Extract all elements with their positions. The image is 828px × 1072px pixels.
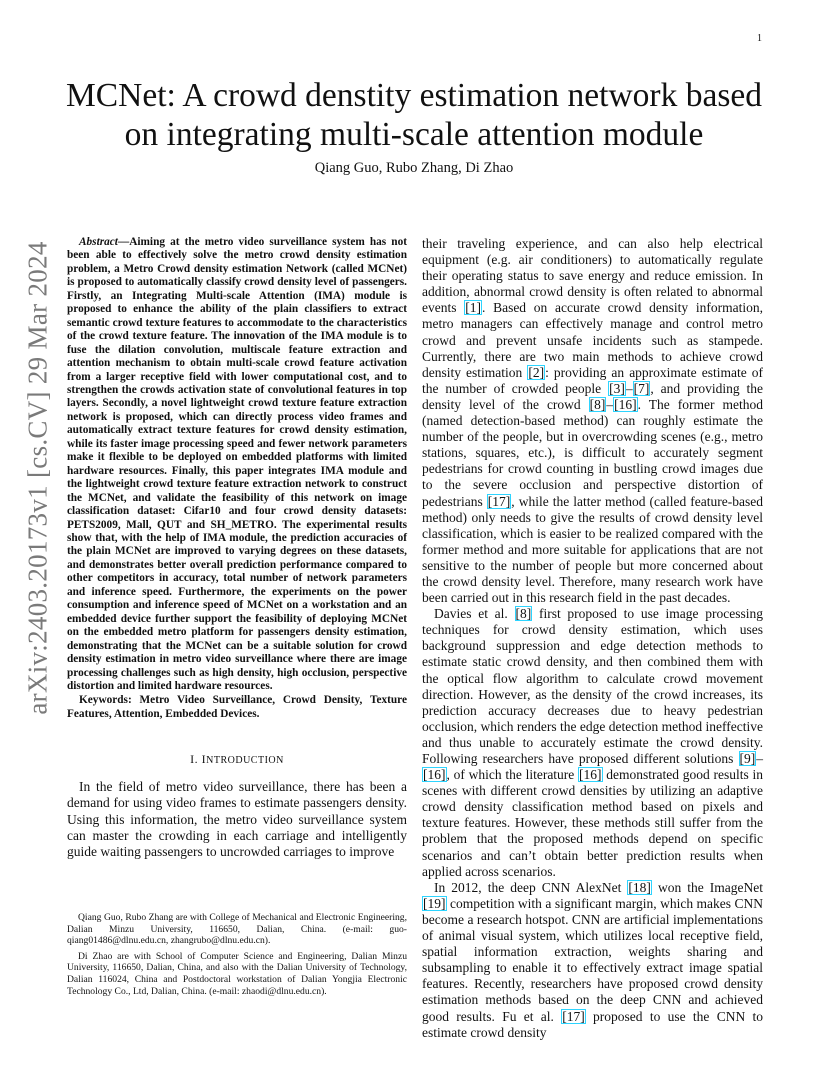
- text-run: Davies et al.: [434, 606, 515, 622]
- text-run: first proposed to use image processing techniques for crowd density estimation, which uses background suppression and edge detection methods to estimate static crowd density, and then combined them with the optical flow algorithm to calculate crowd movement direction. However, as the density of the crowd increases, its prediction accuracy decreases due to heavy pedestrian occlusion, which renders the edge detection method ineffective and thus unable to accurately estimate the crowd density. Following researchers have proposed different solutions: [422, 606, 763, 766]
- citation-link[interactable]: [16]: [614, 396, 637, 412]
- abstract: [67, 236, 407, 693]
- text-run: –: [625, 380, 633, 396]
- citation-link[interactable]: [17]: [562, 1008, 585, 1024]
- intro-paragraph-2: [422, 606, 763, 880]
- text-run: proposed to use the CNN to estimate crowd density: [422, 1008, 763, 1040]
- citation-link[interactable]: [19]: [423, 895, 446, 911]
- citation-link[interactable]: [7]: [633, 380, 650, 396]
- citation-link[interactable]: [8]: [589, 396, 606, 412]
- text-run: , of which the literature: [446, 767, 579, 783]
- section-title-rest: NTRODUCTION: [206, 755, 284, 767]
- citation-link[interactable]: [1]: [465, 300, 481, 316]
- arxiv-identifier-stamp: arXiv:2403.20173v1 [cs.CV] 29 Mar 2024: [22, 241, 53, 715]
- citation-link[interactable]: [2]: [528, 364, 545, 380]
- citation-link[interactable]: [8]: [515, 606, 532, 622]
- abstract-text: —Aiming at the metro video surveillance system has not been able to effectively solve the metro crowd density estimation problem, a Metro Crowd density estimation Network (called MCNet) is proposed to automatically classify crowd density level of passengers. Firstly, an Integrating Multi-scale Attention (IMA) module is proposed to enhance the ability of the plain classifiers to extract semantic crowd texture features to accommodate to the characteristics of the crowd texture feature. The innovation of the IMA module is to fuse the dilation convolution, multiscale feature extraction and attention mechanism to obtain multi-scale crowd feature activation from a larger receptive field with lower computational cost, and to strengthen the crowds activation state of convolutional features in top layers. Secondly, a novel lightweight crowd texture feature extraction network is proposed, which can directly process video frames and automatically extract texture features for crowd density estimation, while its faster image processing speed and fewer network parameters make it flexible to be deployed on embedded platforms with limited hardware resources. Finally, this paper integrates IMA module and the lightweight crowd texture feature extraction network to construct the MCNet, and validate the feasibility of this network on image classification dataset: Cifar10 and four crowd density datasets: PETS2009, Mall, QUT and SH_METRO. The experimental results show that, with the help of IMA module, the prediction accuracies of the plain MCNet are improved to varying degrees on these datasets, and demonstrates better overall prediction performance compared to other competitors in accuracy, total number of network parameters and inference speed. Furthermore, the experiments on the power consumption and inference speed of MCNet on a workstation and an embedded device further support the feasibility of deploying MCNet on the embedded metro platform for passengers density estimation, demonstrating that the MCNet can be a suitable solution for crowd density estimation in metro video surveillance where there are image processing challenges such as high density, high occlusion, perspective distortion and limited hardware resources.: [67, 236, 407, 692]
- title-line-1: MCNet: A crowd denstity estimation network based: [66, 77, 762, 114]
- text-run: –: [756, 751, 763, 766]
- author-list: Qiang Guo, Rubo Zhang, Di Zhao: [314, 160, 514, 176]
- footnote-affiliation-1: Qiang Guo, Rubo Zhang are with College of Mechanical and Electronic Engineering, Dalian Minzu University, 116650, Dalian, China. (e-mail: guo-qiang01486@dlnu.edu.cn, zhangrubo@dlnu.edu.cn).: [67, 912, 407, 947]
- title-line-2: on integrating multi-scale attention module: [124, 116, 704, 153]
- citation-link[interactable]: [17]: [487, 493, 511, 509]
- citation-link[interactable]: [9]: [739, 751, 756, 766]
- citation-link[interactable]: [3]: [609, 380, 625, 396]
- text-run: , while the latter method (called feature-based method) only needs to give the results of crowd density level classification, which is easier to be realized compared with the former method and more suitable for applications that are not sensitive to the number of people but more concerned about the crowd density level. Therefore, many research work have been carried out in this research field in the past decades.: [422, 493, 764, 606]
- text-run: : providing an approximate estimate of the number of crowded people: [422, 364, 763, 396]
- paper-title: [40, 76, 788, 154]
- text-run: –: [606, 396, 614, 412]
- abstract-label: Abstract: [79, 236, 118, 248]
- section-title-initial: I: [201, 752, 207, 767]
- footnote-affiliation-2: Di Zhao are with School of Computer Science and Engineering, Dalian Minzu University, 116650, Dalian, China, and also with the Dalian University of Technology, Dalian 116024, China and Postdoctoral workstation of Dalian Yongjia Electronic Technology Co., Ltd, Dalian, China. (e-mail: zhaodi@dlnu.edu.cn).: [67, 950, 407, 997]
- section-numeral: I.: [190, 752, 202, 767]
- text-run: , and providing the density level of the crowd: [422, 380, 763, 412]
- page-number: 1: [757, 33, 762, 44]
- intro-paragraph-1-continued: [422, 236, 763, 606]
- text-run: . The former method (named detection-based method) can roughly estimate the number of the people, but in overcrowding scenes (e.g., metro stations, squares, etc.), is difficult to accurately segment pedestrians for crowd counting in bustling crowd images due to the severe occlusion and perspective distortion of pedestrians: [422, 396, 763, 509]
- left-column: [67, 236, 407, 860]
- section-heading-introduction: [67, 752, 407, 767]
- right-column: [422, 236, 763, 1041]
- citation-link[interactable]: [18]: [628, 879, 651, 895]
- footnotes: [67, 912, 407, 1001]
- citation-link[interactable]: [16]: [579, 767, 602, 783]
- text-run: In 2012, the deep CNN AlexNet: [434, 879, 628, 895]
- intro-paragraph-3: [422, 880, 763, 1041]
- text-run: their traveling experience, and can also help electrical equipment (e.g. air conditioners) to automatically regulate their operating status to save energy and reduce emission. In addition, abnormal crowd density is often related to abnormal events: [422, 236, 763, 316]
- text-run: . Based on accurate crowd density information, metro managers can effectively manage and control metro crowd and prevent unsafe incidents such as stampede. Currently, there are two main methods to achieve crowd density estimation: [422, 300, 763, 380]
- text-run: demonstrated good results in scenes with different crowd densities by utilizing an adaptive crowd density classification method based on pixels and texture features. However, these methods still suffer from the problem that the proposed methods depend on specific scenarios and can’t obtain better prediction results when applied across scenarios.: [422, 767, 763, 879]
- citation-link[interactable]: [16]: [423, 767, 446, 783]
- text-run: competition with a significant margin, which makes CNN become a research hotspot. CNN are artificial implementations of animal visual system, which utilizes local receptive field, spatial information extraction, weights sharing and subsampling to enable it to effectively extract image spatial features. Recently, researchers have proposed crowd density estimation methods based on the deep CNN and achieved good results. Fu et al.: [422, 895, 763, 1024]
- text-run: won the ImageNet: [651, 879, 764, 895]
- keywords: Keywords: Metro Video Surveillance, Crowd Density, Texture Features, Attention, Embedded Devices.: [67, 694, 407, 720]
- intro-paragraph-1: In the field of metro video surveillance, there has been a demand for using video frames to estimate passengers density. Using this information, the metro video surveillance system can master the crowding in each carriage and intelligently guide waiting passengers to uncrowded carriages to improve: [67, 779, 407, 859]
